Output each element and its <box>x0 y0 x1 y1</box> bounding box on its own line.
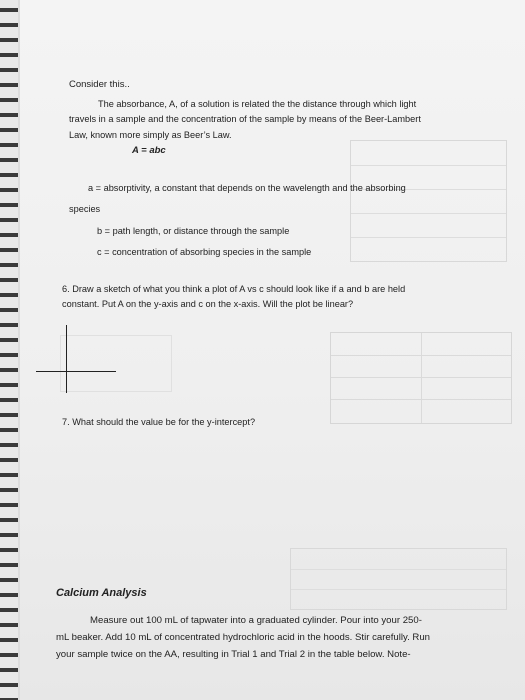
sketch-axis-horizontal <box>36 371 116 372</box>
definition-a-line-1: a = absorptivity, a constant that depends on the wavelength and the absorbing <box>88 183 406 193</box>
worksheet-page <box>20 0 525 700</box>
intro-line-2: travels in a sample and the concentration of the sample by means of the Beer-Lambert <box>69 114 421 125</box>
intro-paragraph <box>69 98 499 142</box>
question-6-line-1: 6. Draw a sketch of what you think a plot of A vs c should look like if a and b are held <box>62 284 406 294</box>
definition-a-line-2: species <box>69 204 101 215</box>
definitions <box>69 182 499 259</box>
procedure-line-1: Measure out 100 mL of tapwater into a graduated cylinder. Pour into your 250- <box>90 615 422 626</box>
beers-law-equation: A = abc <box>132 145 166 156</box>
sketch-axis-vertical <box>66 325 67 393</box>
intro-line-1: The absorbance, A, of a solution is related the the distance through which light <box>98 99 417 109</box>
definition-b: b = path length, or distance through the sample <box>97 225 290 236</box>
procedure-line-2: mL beaker. Add 10 mL of concentrated hydrochloric acid in the hoods. Stir carefully. Run <box>56 631 431 643</box>
bleed-through-box-left <box>60 335 172 392</box>
question-6-line-2: constant. Put A on the y-axis and c on the x-axis. Will the plot be linear? <box>62 299 354 310</box>
bleed-through-table-middle <box>330 332 512 424</box>
procedure-line-3: your sample twice on the AA, resulting in Trial 1 and Trial 2 in the table below. Note- <box>56 648 411 660</box>
notebook-binding <box>0 0 18 700</box>
bleed-through-table-bottom <box>290 548 507 610</box>
intro-line-3: Law, known more simply as Beer’s Law. <box>69 129 232 140</box>
question-7: 7. What should the value be for the y-intercept? <box>62 417 256 427</box>
question-6 <box>62 283 502 312</box>
procedure-paragraph <box>56 614 506 662</box>
section-title: Calcium Analysis <box>56 587 147 599</box>
definition-c: c = concentration of absorbing species in the sample <box>97 247 312 258</box>
heading: Consider this.. <box>69 79 130 90</box>
